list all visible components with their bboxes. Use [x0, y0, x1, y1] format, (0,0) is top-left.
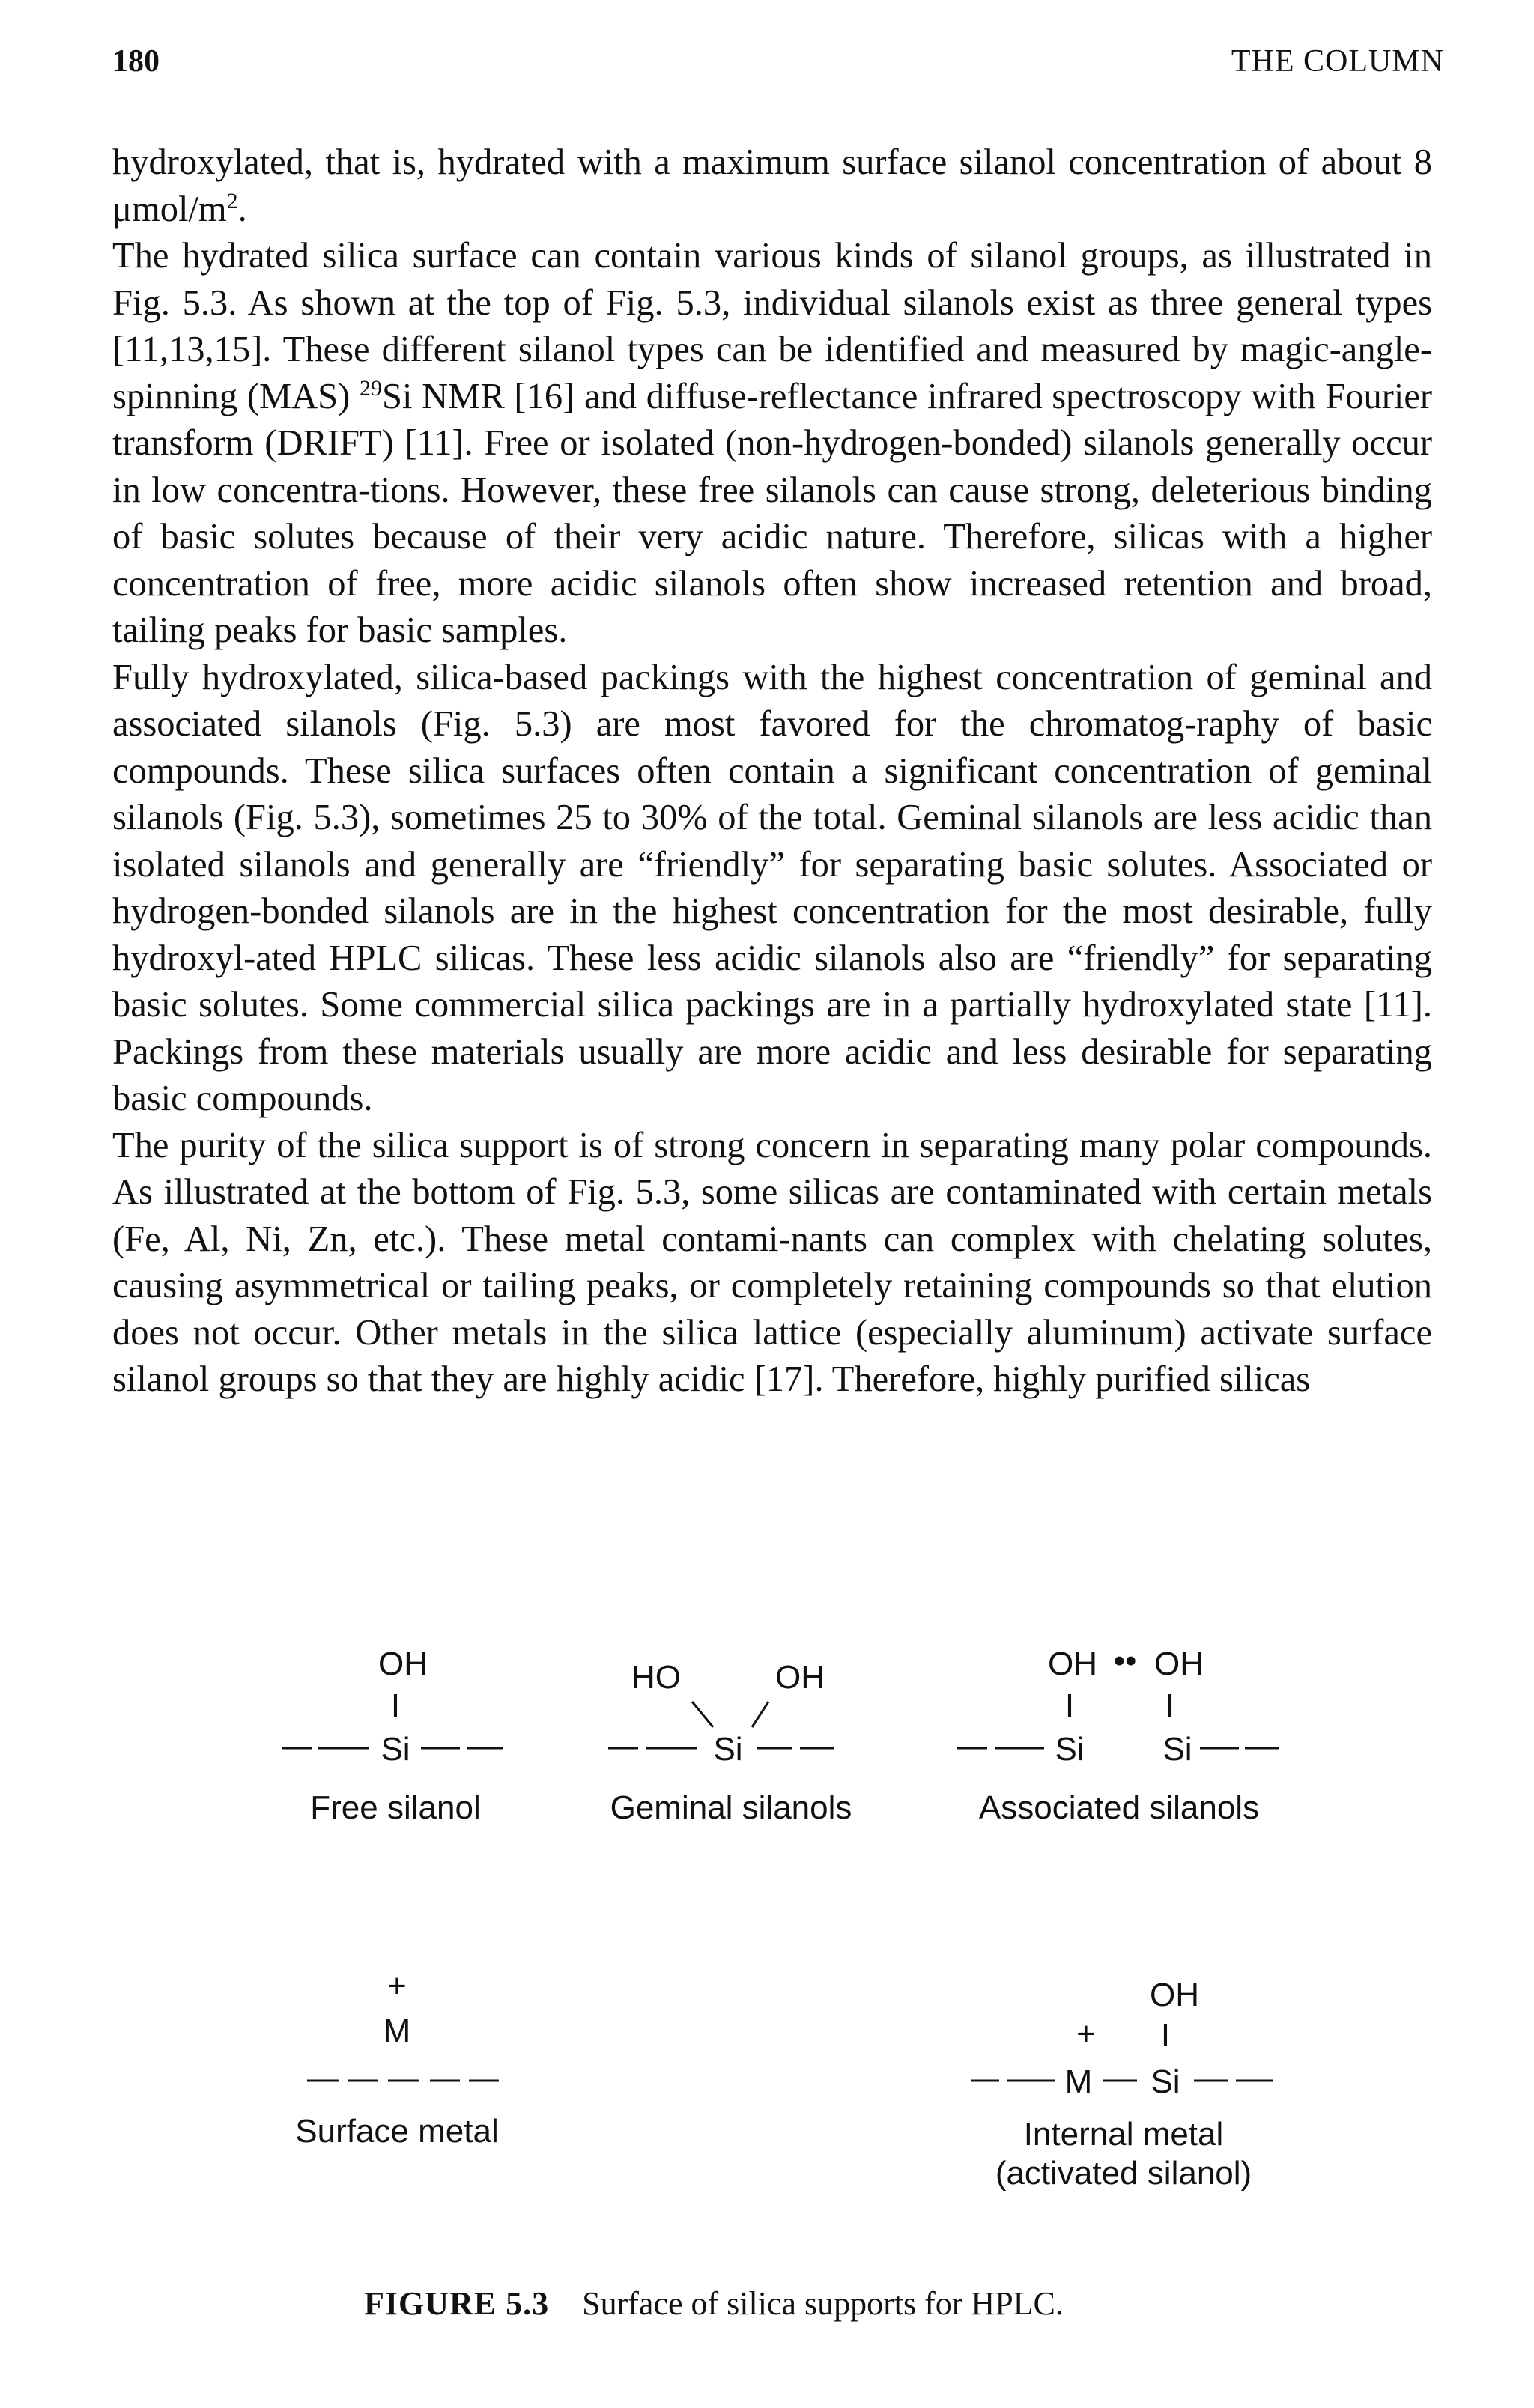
- associated-oh-right: OH: [1154, 1646, 1204, 1682]
- paragraph-text: The purity of the silica support is of strong concern in separating many polar compounds. As illustrated at the bottom of Fig. 5.3, some silicas are contaminated with certain metals (Fe, Al, Ni, Zn, etc.). These metal contami-nants can complex with chelating solutes, causing asymmetrical or tailing peaks, or completely retaining compounds so that elution does not occur. Other metals in the silica lattice (especially aluminum) activate surface silanol groups so that they are highly acidic [17]. Therefore, highly purified silicas: [112, 1125, 1432, 1399]
- geminal-silanols-structure: [608, 1659, 852, 1826]
- geminal-ho: HO: [631, 1659, 681, 1696]
- internal-metal-sublabel: (activated silanol): [995, 2155, 1252, 2192]
- surface-metal-label: Surface metal: [295, 2113, 499, 2150]
- paragraph: [112, 233, 1432, 655]
- associated-si-right: Si: [1162, 1731, 1192, 1768]
- page-header: [112, 43, 1444, 88]
- figure-caption: [364, 2284, 1263, 2323]
- free-silanol-bond: I: [390, 1687, 401, 1724]
- associated-si-left: Si: [1055, 1731, 1085, 1768]
- geminal-si: Si: [713, 1731, 743, 1768]
- superscript: 2: [226, 188, 238, 213]
- internal-metal-plus: +: [1076, 2016, 1096, 2052]
- running-head: THE COLUMN: [1231, 44, 1444, 79]
- associated-silanols-structure: [957, 1643, 1279, 1826]
- figure-caption-text: Surface of silica supports for HPLC.: [582, 2285, 1064, 2322]
- surface-metal-m: M: [383, 2013, 411, 2049]
- internal-metal-bond: I: [1160, 2017, 1171, 2054]
- internal-metal-label: Internal metal: [1023, 2116, 1224, 2153]
- geminal-right-bond: [752, 1702, 768, 1727]
- paragraph-text: Fully hydroxylated, silica-based packings with the highest concentration of geminal and associated silanols (Fig. 5.3) are most favored for the chromatog-raphy of basic compounds. These silica surfaces often contain a significant concentration of geminal silanols (Fig. 5.3), sometimes 25 to 30% of the total. Geminal silanols are less acidic than isolated silanols and generally are “friendly” for separating basic solutes. Associated or hydrogen-bonded silanols are in the highest concentration for the most desirable, fully hydroxyl-ated HPLC silicas. These less acidic silanols also are “friendly” for separating basic solutes. Some commercial silica packings are in a partially hydroxylated state [11]. Packings from these materials usually are more acidic and less desirable for separating basic compounds.: [112, 657, 1432, 1118]
- free-silanol-structure: [282, 1646, 503, 1826]
- page-number: 180: [112, 44, 160, 79]
- paragraph: [112, 139, 1432, 233]
- associated-bond-left: I: [1064, 1687, 1075, 1724]
- free-silanol-label: Free silanol: [310, 1789, 481, 1826]
- surface-metal-structure: [295, 1968, 499, 2150]
- paragraph-text: hydroxylated, that is, hydrated with a maximum surface silanol concentration of about 8 μmol/m: [112, 142, 1432, 229]
- internal-metal-structure: [971, 1977, 1273, 2192]
- paragraph: [112, 655, 1432, 1123]
- associated-oh-left: OH: [1048, 1646, 1097, 1682]
- geminal-oh: OH: [775, 1659, 825, 1696]
- associated-hbond-dots: ••: [1113, 1643, 1137, 1679]
- surface-metal-plus: +: [387, 1968, 407, 2004]
- paragraph-text: The hydrated silica surface can contain various kinds of silanol groups, as illustrated in Fig. 5.3. As shown at the top of Fig. 5.3, individual silanols exist as three general types [11,13,15]. These different silanol types can be identified and measured by magic-angle-spinning (MAS): [112, 236, 1432, 416]
- free-silanol-si: Si: [381, 1731, 410, 1768]
- paragraph-text: Si NMR [16] and diffuse-reflectance infrared spectroscopy with Fourier transform (DRIFT) [11]. Free or isolated (non-hydrogen-bonded) silanols generally occur in low concentra-tions. However, these free silanols can cause strong, deleterious binding of basic solutes because of their very acidic nature. Therefore, silicas with a higher concentration of free, more acidic silanols often show increased retention and broad, tailing peaks for basic samples.: [112, 376, 1432, 650]
- geminal-label: Geminal silanols: [610, 1789, 852, 1826]
- superscript: 29: [359, 375, 382, 401]
- geminal-left-bond: [692, 1702, 713, 1727]
- internal-metal-oh: OH: [1150, 1977, 1199, 2013]
- internal-metal-m: M: [1064, 2063, 1093, 2100]
- internal-metal-si: Si: [1150, 2063, 1180, 2100]
- paragraph-text: .: [237, 189, 247, 229]
- associated-bond-right: I: [1165, 1687, 1175, 1724]
- figure-caption-label: FIGURE 5.3: [364, 2285, 550, 2322]
- paragraph: [112, 1123, 1432, 1404]
- body-text: [112, 139, 1432, 1404]
- free-silanol-oh: OH: [378, 1646, 428, 1682]
- associated-label: Associated silanols: [978, 1789, 1260, 1826]
